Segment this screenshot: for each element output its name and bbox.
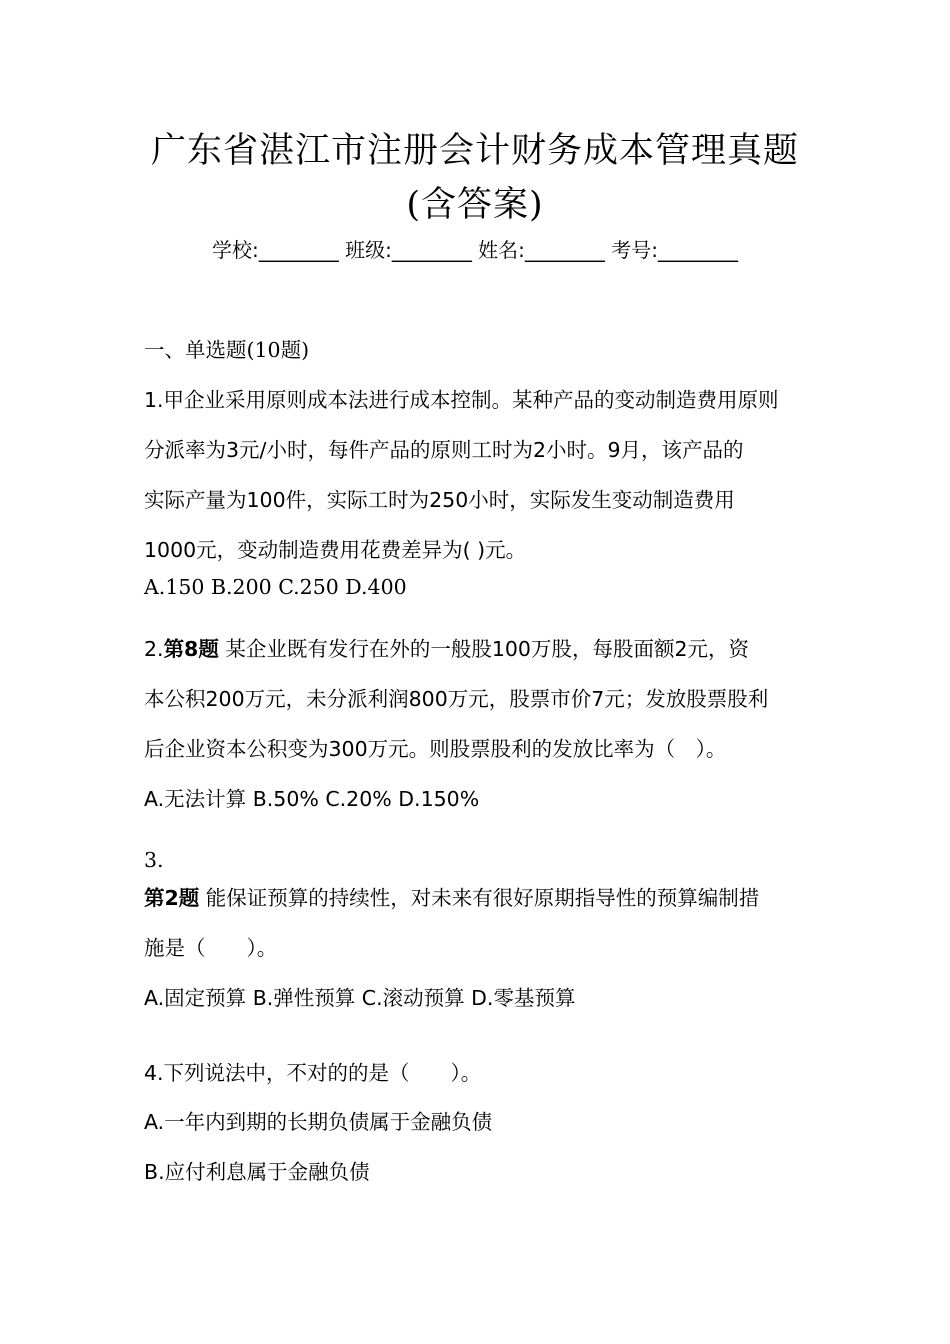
question-3-line-1 xyxy=(144,884,814,912)
question-4-option-a: A.一年内到期的长期负债属于金融负债 xyxy=(144,1110,493,1134)
question-1-line-2: 分派率为3元/小时，每件产品的原则工时为2小时。9月，该产品的 xyxy=(144,438,744,462)
question-2-tag: 第8题 xyxy=(163,637,219,661)
question-3-tag: 第2题 xyxy=(144,886,200,910)
document-title: 广东省湛江市注册会计财务成本管理真题 xyxy=(150,131,799,171)
question-4-option-b: B.应付利息属于金融负债 xyxy=(144,1160,370,1184)
question-2-line-1 xyxy=(144,635,814,663)
question-2-text: 某企业既有发行在外的一般股100万股，每股面额2元，资 xyxy=(218,637,750,661)
question-2-line-2: 本公积200万元，未分派利润800万元，股票市价7元；发放股票股利 xyxy=(144,687,769,711)
question-1-options: A.150 B.200 C.250 D.400 xyxy=(144,575,407,599)
question-2-line-3: 后企业资本公积变为300万元。则股票股利的发放比率为（ ）。 xyxy=(144,737,727,761)
question-1-line-1: 1.甲企业采用原则成本法进行成本控制。某种产品的变动制造费用原则 xyxy=(144,388,779,412)
question-1-line-4: 1000元，变动制造费用花费差异为( )元。 xyxy=(144,538,527,562)
question-3-number: 3. xyxy=(144,848,164,872)
question-3-options: A.固定预算 B.弹性预算 C.滚动预算 D.零基预算 xyxy=(144,986,576,1010)
document-subtitle: (含答案) xyxy=(406,185,544,225)
question-4-line-1: 4.下列说法中，不对的的是（ ）。 xyxy=(144,1061,482,1085)
question-2-options: A.无法计算 B.50% C.20% D.150% xyxy=(144,787,480,811)
question-3-line-2: 施是（ ）。 xyxy=(144,936,278,960)
question-1-line-3: 实际产量为100件，实际工时为250小时，实际发生变动制造费用 xyxy=(144,488,735,512)
section-heading: 一、单选题(10题) xyxy=(144,338,310,362)
question-2-number: 2. xyxy=(144,637,164,661)
student-info-fields: 学校:________ 班级:________ 姓名:________ 考号:________ xyxy=(211,238,739,262)
question-3-text: 能保证预算的持续性，对未来有很好原期指导性的预算编制措 xyxy=(199,886,760,910)
